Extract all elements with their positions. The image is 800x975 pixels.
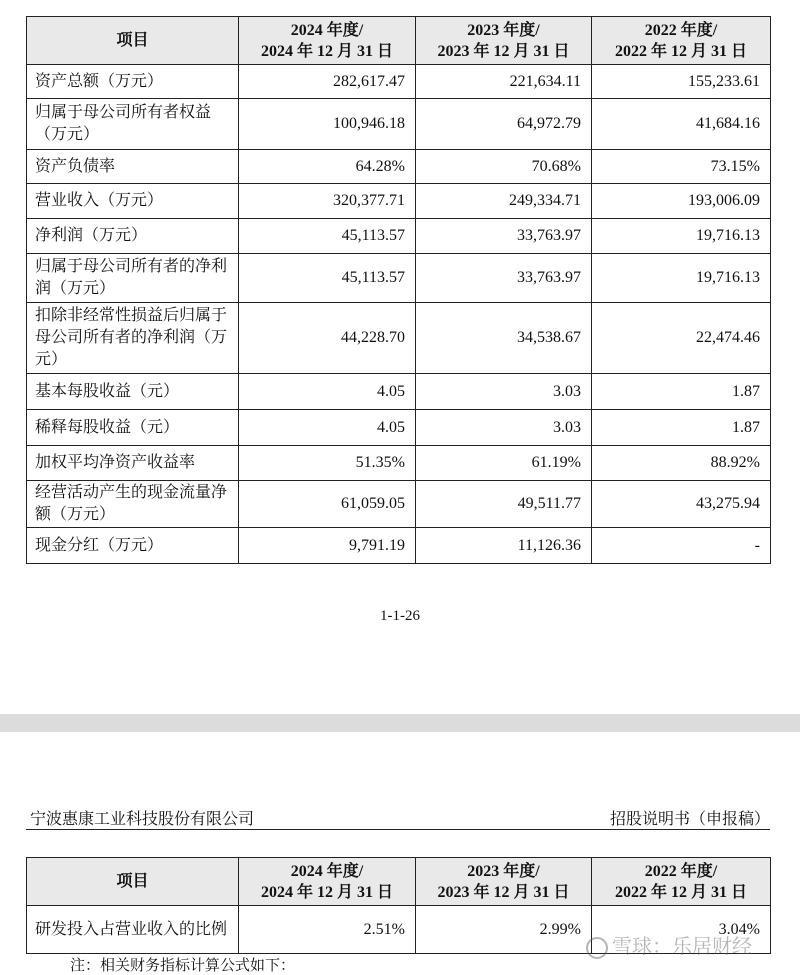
cell-2022: 1.87 bbox=[592, 410, 771, 446]
header-2023: 2023 年度/ 2023 年 12 月 31 日 bbox=[416, 17, 592, 65]
cell-2024: 320,377.71 bbox=[239, 184, 416, 219]
header-2023: 2023 年度/ 2023 年 12 月 31 日 bbox=[416, 858, 592, 906]
header-rule bbox=[26, 829, 770, 830]
cell-2024: 61,059.05 bbox=[239, 481, 416, 528]
cell-2024: 44,228.70 bbox=[239, 303, 416, 374]
row-label: 研发投入占营业收入的比例 bbox=[27, 906, 239, 954]
header-2024: 2024 年度/ 2024 年 12 月 31 日 bbox=[239, 858, 416, 906]
cell-2023: 33,763.97 bbox=[416, 254, 592, 303]
cell-2023: 34,538.67 bbox=[416, 303, 592, 374]
cell-2024: 4.05 bbox=[239, 374, 416, 410]
cell-2023: 70.68% bbox=[416, 150, 592, 184]
cell-2022: 155,233.61 bbox=[592, 65, 771, 99]
company-name-header: 宁波惠康工业科技股份有限公司 bbox=[30, 811, 255, 828]
cell-2024: 45,113.57 bbox=[239, 219, 416, 254]
table-row bbox=[27, 65, 771, 99]
row-label: 现金分红（万元） bbox=[27, 528, 239, 564]
cell-2023: 2.99% bbox=[416, 906, 592, 954]
document-type-header: 招股说明书（申报稿） bbox=[609, 811, 770, 828]
cell-2024: 64.28% bbox=[239, 150, 416, 184]
row-label: 加权平均净资产收益率 bbox=[27, 446, 239, 481]
watermark-text: 雪球：乐居财经 bbox=[612, 934, 752, 958]
cell-2023: 221,634.11 bbox=[416, 65, 592, 99]
row-label: 资产负债率 bbox=[27, 150, 239, 184]
cell-2022: 88.92% bbox=[592, 446, 771, 481]
cell-2024: 9,791.19 bbox=[239, 528, 416, 564]
cell-2024: 282,617.47 bbox=[239, 65, 416, 99]
cell-2022: 1.87 bbox=[592, 374, 771, 410]
row-label: 稀释每股收益（元） bbox=[27, 410, 239, 446]
table-row bbox=[27, 528, 771, 564]
header-item: 项目 bbox=[27, 858, 239, 906]
table-header-row bbox=[27, 858, 771, 906]
header-2024: 2024 年度/ 2024 年 12 月 31 日 bbox=[239, 17, 416, 65]
cell-2022: 193,006.09 bbox=[592, 184, 771, 219]
row-label: 基本每股收益（元） bbox=[27, 374, 239, 410]
row-label: 资产总额（万元） bbox=[27, 65, 239, 99]
table-row bbox=[27, 219, 771, 254]
cell-2023: 61.19% bbox=[416, 446, 592, 481]
cell-2023: 49,511.77 bbox=[416, 481, 592, 528]
table-row bbox=[27, 99, 771, 150]
cell-2023: 249,334.71 bbox=[416, 184, 592, 219]
cell-2022: 41,684.16 bbox=[592, 99, 771, 150]
cell-2022: 22,474.46 bbox=[592, 303, 771, 374]
table-row bbox=[27, 150, 771, 184]
cell-2023: 3.03 bbox=[416, 410, 592, 446]
table-row bbox=[27, 303, 771, 374]
cell-2024: 2.51% bbox=[239, 906, 416, 954]
table-row bbox=[27, 254, 771, 303]
row-label: 营业收入（万元） bbox=[27, 184, 239, 219]
cell-2023: 64,972.79 bbox=[416, 99, 592, 150]
header-2022: 2022 年度/ 2022 年 12 月 31 日 bbox=[592, 17, 771, 65]
cell-2022: 3.04% bbox=[592, 906, 771, 954]
cell-2022: 73.15% bbox=[592, 150, 771, 184]
row-label: 归属于母公司所有者权益（万元） bbox=[27, 99, 239, 150]
row-label: 扣除非经常性损益后归属于母公司所有者的净利润（万元） bbox=[27, 303, 239, 374]
watermark bbox=[586, 930, 752, 959]
cell-2022: 43,275.94 bbox=[592, 481, 771, 528]
page-separator bbox=[0, 714, 800, 732]
cell-2023: 3.03 bbox=[416, 374, 592, 410]
financial-indicators-table bbox=[26, 16, 771, 564]
cell-2022: 19,716.13 bbox=[592, 254, 771, 303]
cell-2022: - bbox=[592, 528, 771, 564]
row-label: 经营活动产生的现金流量净额（万元） bbox=[27, 481, 239, 528]
row-label: 净利润（万元） bbox=[27, 219, 239, 254]
header-item: 项目 bbox=[27, 17, 239, 65]
row-label: 归属于母公司所有者的净利润（万元） bbox=[27, 254, 239, 303]
page-number: 1-1-26 bbox=[380, 608, 420, 624]
xueqiu-logo-icon bbox=[586, 937, 608, 959]
cell-2023: 11,126.36 bbox=[416, 528, 592, 564]
cell-2024: 51.35% bbox=[239, 446, 416, 481]
table-row bbox=[27, 374, 771, 410]
cell-2022: 19,716.13 bbox=[592, 219, 771, 254]
cell-2023: 33,763.97 bbox=[416, 219, 592, 254]
formula-note: 注：相关财务指标计算公式如下： bbox=[70, 958, 296, 974]
header-2022: 2022 年度/ 2022 年 12 月 31 日 bbox=[592, 858, 771, 906]
table-row bbox=[27, 446, 771, 481]
cell-2024: 100,946.18 bbox=[239, 99, 416, 150]
table-row bbox=[27, 481, 771, 528]
cell-2024: 4.05 bbox=[239, 410, 416, 446]
table-row bbox=[27, 184, 771, 219]
cell-2024: 45,113.57 bbox=[239, 254, 416, 303]
table-row bbox=[27, 410, 771, 446]
table-header-row bbox=[27, 17, 771, 65]
